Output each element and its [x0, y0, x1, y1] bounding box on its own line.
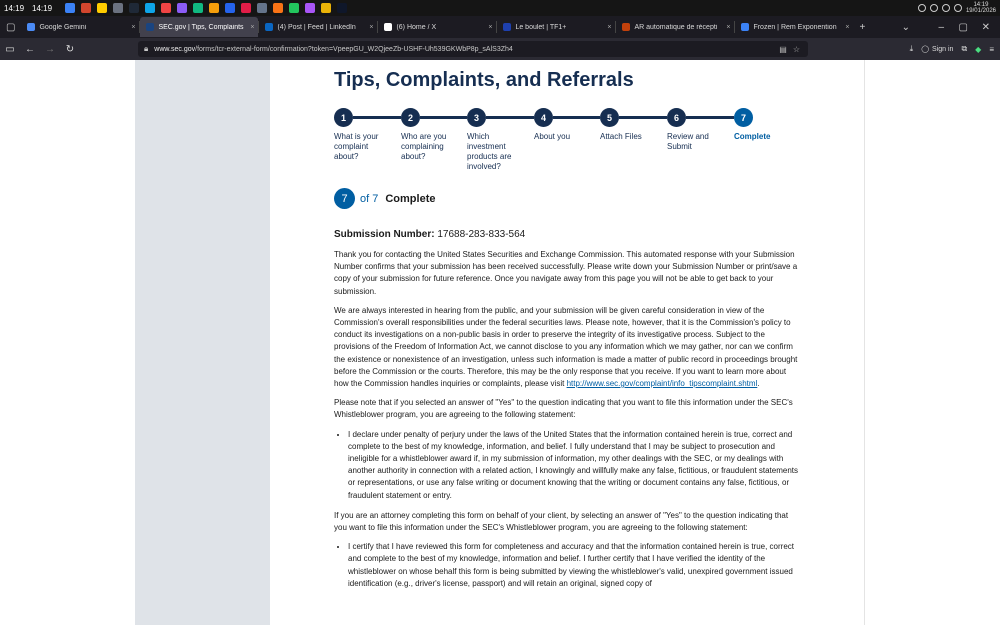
taskbar-app-icon[interactable] [177, 3, 187, 13]
browser-tab[interactable] [259, 17, 377, 37]
shield-extension-icon[interactable]: ◆ [975, 44, 982, 54]
step-number: 5 [600, 108, 619, 127]
taskbar-app-icon[interactable] [321, 3, 331, 13]
step-7 [734, 108, 794, 142]
left-gutter [135, 60, 270, 625]
step-number: 1 [334, 108, 353, 127]
tab-label: Le boulet | TF1+ [515, 23, 567, 31]
paragraph-policy [334, 305, 800, 390]
step-counter-circle: 7 [334, 188, 355, 209]
paragraph-attorney: If you are an attorney completing this form on behalf of your client, by selecting an answer of "Yes" to the question indicating that you want to file this information under the SEC's Whistleblower program, you are agreeing to the following statement: [334, 510, 789, 533]
tab-label: Frozen | Rem Exponention [753, 23, 837, 31]
step-number: 6 [667, 108, 686, 127]
record-icon[interactable] [918, 4, 926, 12]
taskbar-app-icon[interactable] [65, 3, 75, 13]
tab-close-icon[interactable]: × [131, 23, 136, 31]
browser-tab-strip [0, 16, 1000, 38]
taskbar-app-icon[interactable] [337, 3, 347, 13]
submission-label: Submission Number: [334, 229, 435, 240]
browser-nav-bar [0, 38, 1000, 60]
account-icon: ◯ [921, 46, 930, 53]
url-bar[interactable] [138, 41, 808, 57]
taskbar-app-icon[interactable] [257, 3, 267, 13]
nav-toolbar-right [910, 38, 994, 60]
tab-close-icon[interactable]: × [250, 23, 255, 31]
step-3 [467, 108, 527, 172]
network-icon[interactable] [954, 4, 962, 12]
tab-close-icon[interactable]: × [488, 23, 493, 31]
tab-favicon-icon [622, 23, 630, 31]
taskbar-app-icon[interactable] [81, 3, 91, 13]
tab-favicon-icon [503, 23, 511, 31]
paragraph-whistleblower: Please note that if you selected an answer of "Yes" to the question indicating that you want to file this information under the SEC's Whistleblower program, you are agreeing to the following statement: [334, 398, 793, 420]
submission-value: 17688-283-833-564 [437, 229, 526, 240]
page-title: Tips, Complaints, and Referrals [334, 69, 634, 91]
url-host: www.sec.gov [154, 45, 196, 53]
tab-close-icon[interactable]: × [369, 23, 374, 31]
tab-label: (4) Post | Feed | LinkedIn [277, 23, 356, 31]
extensions-icon[interactable]: ⧉ [961, 44, 968, 53]
step-number: 4 [534, 108, 553, 127]
bookmark-star-icon[interactable]: ☆ [792, 44, 800, 54]
attorney-statement-list [334, 541, 800, 590]
os-taskbar [0, 0, 1000, 16]
back-icon[interactable]: ← [25, 43, 35, 55]
paragraph-policy-text: We are always interested in hearing from the public, and your submission will be given careful consideration in view of the Commission's overall responsibilities under the federal securities laws. Please note, however, that it is the Commission's policy to conduct its investigations on a non-public basis in order to preserve the integrity of its investigative process. Subject to the provisions of the Freedom of Information Act, we cannot disclose to you any information which we may gather, nor can we confirm the existence or nonexistence of an investigation, unless such information is made a matter of public record in proceedings brought before the Commission or the courts. Therefore, this may be the only response that you receive. If you want to learn more about how the Commission handles inquiries or complaints, please visit [334, 305, 798, 389]
tray-time: 14:19 [973, 2, 989, 8]
maximize-icon[interactable]: ▢ [958, 21, 968, 33]
taskbar-clock: 14:19 [4, 3, 25, 13]
step-label: Who are you complaining about? [401, 132, 447, 161]
step-4 [534, 108, 594, 142]
lock-icon[interactable]: 🔒︎ [144, 44, 149, 53]
step-counter-title: Complete [385, 192, 436, 205]
sign-in-label: Sign in [932, 45, 954, 53]
content-edge [864, 60, 865, 625]
minimize-icon[interactable]: – [938, 21, 944, 33]
taskbar-app-icon[interactable] [209, 3, 219, 13]
step-label: Which investment products are involved? [467, 132, 512, 171]
taskbar-clock-secondary: 14:19 [32, 3, 53, 13]
tab-list-icon[interactable]: ▢ [6, 21, 16, 33]
step-6 [667, 108, 727, 152]
step-counter-total: of 7 [360, 192, 379, 205]
taskbar-app-icon[interactable] [97, 3, 107, 13]
menu-icon[interactable]: ≡ [989, 44, 994, 54]
step-label: Review and Submit [667, 132, 709, 151]
taskbar-app-icon[interactable] [113, 3, 123, 13]
clock-icon[interactable] [930, 4, 938, 12]
tab-overflow-icon[interactable]: ⌄ [901, 21, 910, 33]
sidebar-toggle-icon[interactable]: ▭ [5, 43, 15, 55]
tab-favicon-icon [27, 23, 35, 31]
tab-list [21, 17, 853, 37]
tray-clock[interactable] [966, 2, 996, 14]
progress-stepper [334, 108, 800, 178]
list-item: • I declare under penalty of perjury under the laws of the United States that the information contained herein is true, correct and complete to the best of my knowledge, information, and belief. I fully understand that I may be subject to prosecution and ineligible for a whistleblower award if, in my submission of information, my other dealings with the SEC, or my dealings with another authority in connection with a related action, I knowingly and willfully make any false, fictitious, or fraudulent statements or representations, or use any false writing or document knowing that the writing or document contains any false, fictitious, or fraudulent statement or entry. [348, 429, 800, 502]
step-number: 2 [401, 108, 420, 127]
step-label: Complete [734, 132, 771, 141]
taskbar-app-icon[interactable] [289, 3, 299, 13]
step-number: 7 [734, 108, 753, 127]
step-5 [600, 108, 660, 142]
taskbar-app-icon[interactable] [273, 3, 283, 13]
tab-favicon-icon [146, 23, 154, 31]
step-label: About you [534, 132, 571, 141]
taskbar-app-icon[interactable] [193, 3, 203, 13]
tab-close-icon[interactable]: × [607, 23, 612, 31]
new-tab-icon[interactable]: + [859, 21, 866, 33]
browser-tab[interactable] [140, 17, 258, 37]
tab-label: AR automatique de récepti [634, 23, 718, 31]
step-number: 3 [467, 108, 486, 127]
taskbar-app-icon[interactable] [161, 3, 171, 13]
reload-icon[interactable]: ↻ [65, 43, 75, 55]
step-counter [334, 188, 435, 209]
tab-label: Google Gemini [39, 23, 87, 31]
taskbar-app-icon[interactable] [145, 3, 155, 13]
tab-favicon-icon [741, 23, 749, 31]
taskbar-app-icon[interactable] [129, 3, 139, 13]
whistleblower-statement-list [334, 429, 800, 502]
tab-close-icon[interactable]: × [726, 23, 731, 31]
sign-in-button[interactable] [921, 45, 953, 53]
tab-favicon-icon [265, 23, 273, 31]
browser-tab[interactable] [378, 17, 496, 37]
url-path: /forms/tcr-external-form/confirmation?token=VpeepGU_W2QjeeZb-USHF-Uh539GKWbP8p_sAlS3Zh4 [195, 45, 513, 53]
taskbar-app-icon[interactable] [225, 3, 235, 13]
forward-icon[interactable]: → [45, 43, 55, 55]
taskbar-app-icon[interactable] [241, 3, 251, 13]
tray-date: 19/01/2026 [965, 8, 996, 14]
step-label: Attach Files [600, 132, 642, 141]
tab-label: SEC.gov | Tips, Complaints [158, 23, 244, 31]
downloads-icon[interactable]: ⤓ [909, 44, 914, 53]
browser-tab[interactable] [735, 17, 853, 37]
window-close-icon[interactable]: ✕ [981, 21, 990, 33]
step-label: What is your complaint about? [334, 132, 379, 161]
submission-number [334, 229, 525, 240]
step-1 [334, 108, 394, 162]
tab-label: (6) Home / X [396, 23, 437, 31]
tab-close-icon[interactable]: × [845, 23, 850, 31]
paragraph-policy-end: . [757, 379, 760, 389]
list-item: • I certify that I have reviewed this form for completeness and accuracy and that the information contained herein is true, correct and complete to the best of my knowledge, information and belief. I further certify that I have verified the identity of the whistleblower on whose behalf this form is being submitted by viewing the whistleblower's valid, unexpired government issued identification (e.g., driver's license, passport) and will retain an original, signed copy of [348, 541, 800, 590]
browser-tab[interactable] [21, 17, 139, 37]
tab-favicon-icon [384, 23, 392, 31]
taskbar-app-icon[interactable] [305, 3, 315, 13]
browser-tab[interactable] [616, 17, 734, 37]
confirmation-text [334, 249, 800, 598]
volume-icon[interactable] [942, 4, 950, 12]
step-2 [401, 108, 461, 162]
taskbar-system-tray [918, 0, 996, 16]
complaint-info-link[interactable]: http://www.sec.gov/complaint/info_tipscomplaint.shtml [566, 379, 758, 389]
reader-view-icon[interactable]: ▤ [779, 44, 787, 54]
browser-tab[interactable] [497, 17, 615, 37]
taskbar-app-icons [62, 3, 350, 13]
paragraph-confirmation: Thank you for contacting the United States Securities and Exchange Commission. This automated response with your Submission Number confirms that your submission has been received successfully. Please write down your Submission Number or print/save a copy of your submission for future reference. Once you navigate away from this page you will not be able to get back to your submission. [334, 250, 798, 296]
page-viewport [0, 60, 1000, 625]
